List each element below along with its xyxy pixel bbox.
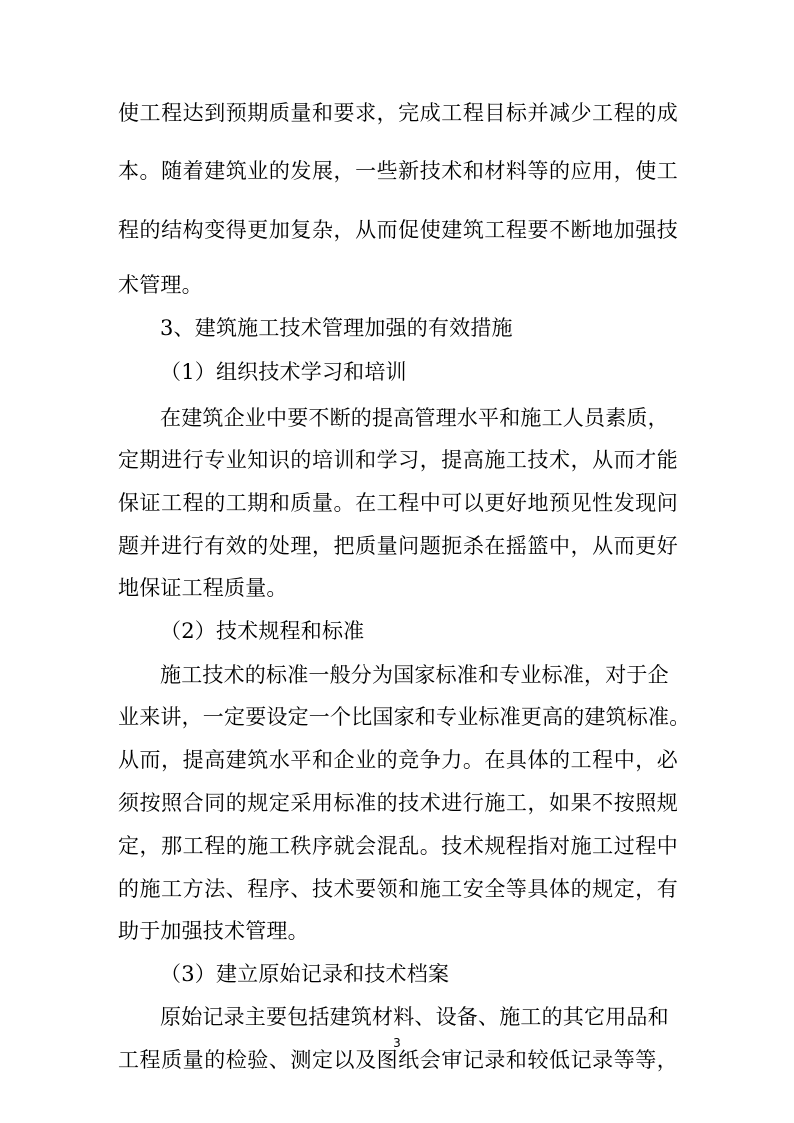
body-text-line: 业来讲，一定要设定一个比国家和专业标准更高的建筑标准。 <box>118 705 691 729</box>
body-text-line: 地保证工程质量。 <box>118 576 288 600</box>
body-text-line: 使工程达到预期质量和要求，完成工程目标并减少工程的成 <box>118 101 678 125</box>
body-text-line: 原始记录主要包括建筑材料、设备、施工的其它用品和 <box>160 1005 669 1029</box>
section-heading: （2）技术规程和标准 <box>160 619 365 643</box>
body-text-line: 助于加强技术管理。 <box>118 919 309 943</box>
page-number: 3 <box>393 1036 401 1050</box>
body-text-line: 定，那工程的施工秩序就会混乱。技术规程指对施工过程中 <box>118 834 678 858</box>
body-text-line: 在建筑企业中要不断的提高管理水平和施工人员素质， <box>160 406 669 430</box>
body-text-line: 工程质量的检验、测定以及图纸会审记录和较低记录等等， <box>118 1048 678 1072</box>
section-heading: （1）组织技术学习和培训 <box>160 360 407 384</box>
body-text-line: 术管理。 <box>118 273 203 297</box>
body-text-line: 须按照合同的规定采用标准的技术进行施工，如果不按照规 <box>118 791 678 815</box>
body-text-line: 从而，提高建筑水平和企业的竞争力。在具体的工程中，必 <box>118 748 678 772</box>
body-text-line: 本。随着建筑业的发展，一些新技术和材料等的应用，使工 <box>118 159 678 183</box>
body-text-line: 保证工程的工期和质量。在工程中可以更好地预见性发现问 <box>118 491 678 515</box>
body-text-line: 定期进行专业知识的培训和学习，提高施工技术，从而才能 <box>118 448 678 472</box>
section-heading: （3）建立原始记录和技术档案 <box>160 962 450 986</box>
section-heading: 3、建筑施工技术管理加强的有效措施 <box>160 316 513 340</box>
body-text-line: 题并进行有效的处理，把质量问题扼杀在摇篮中，从而更好 <box>118 534 678 558</box>
body-text-line: 的施工方法、程序、技术要领和施工安全等具体的规定，有 <box>118 877 678 901</box>
body-text-line: 程的结构变得更加复杂，从而促使建筑工程要不断地加强技 <box>118 218 678 242</box>
body-text-line: 施工技术的标准一般分为国家标准和专业标准，对于企 <box>160 663 669 687</box>
